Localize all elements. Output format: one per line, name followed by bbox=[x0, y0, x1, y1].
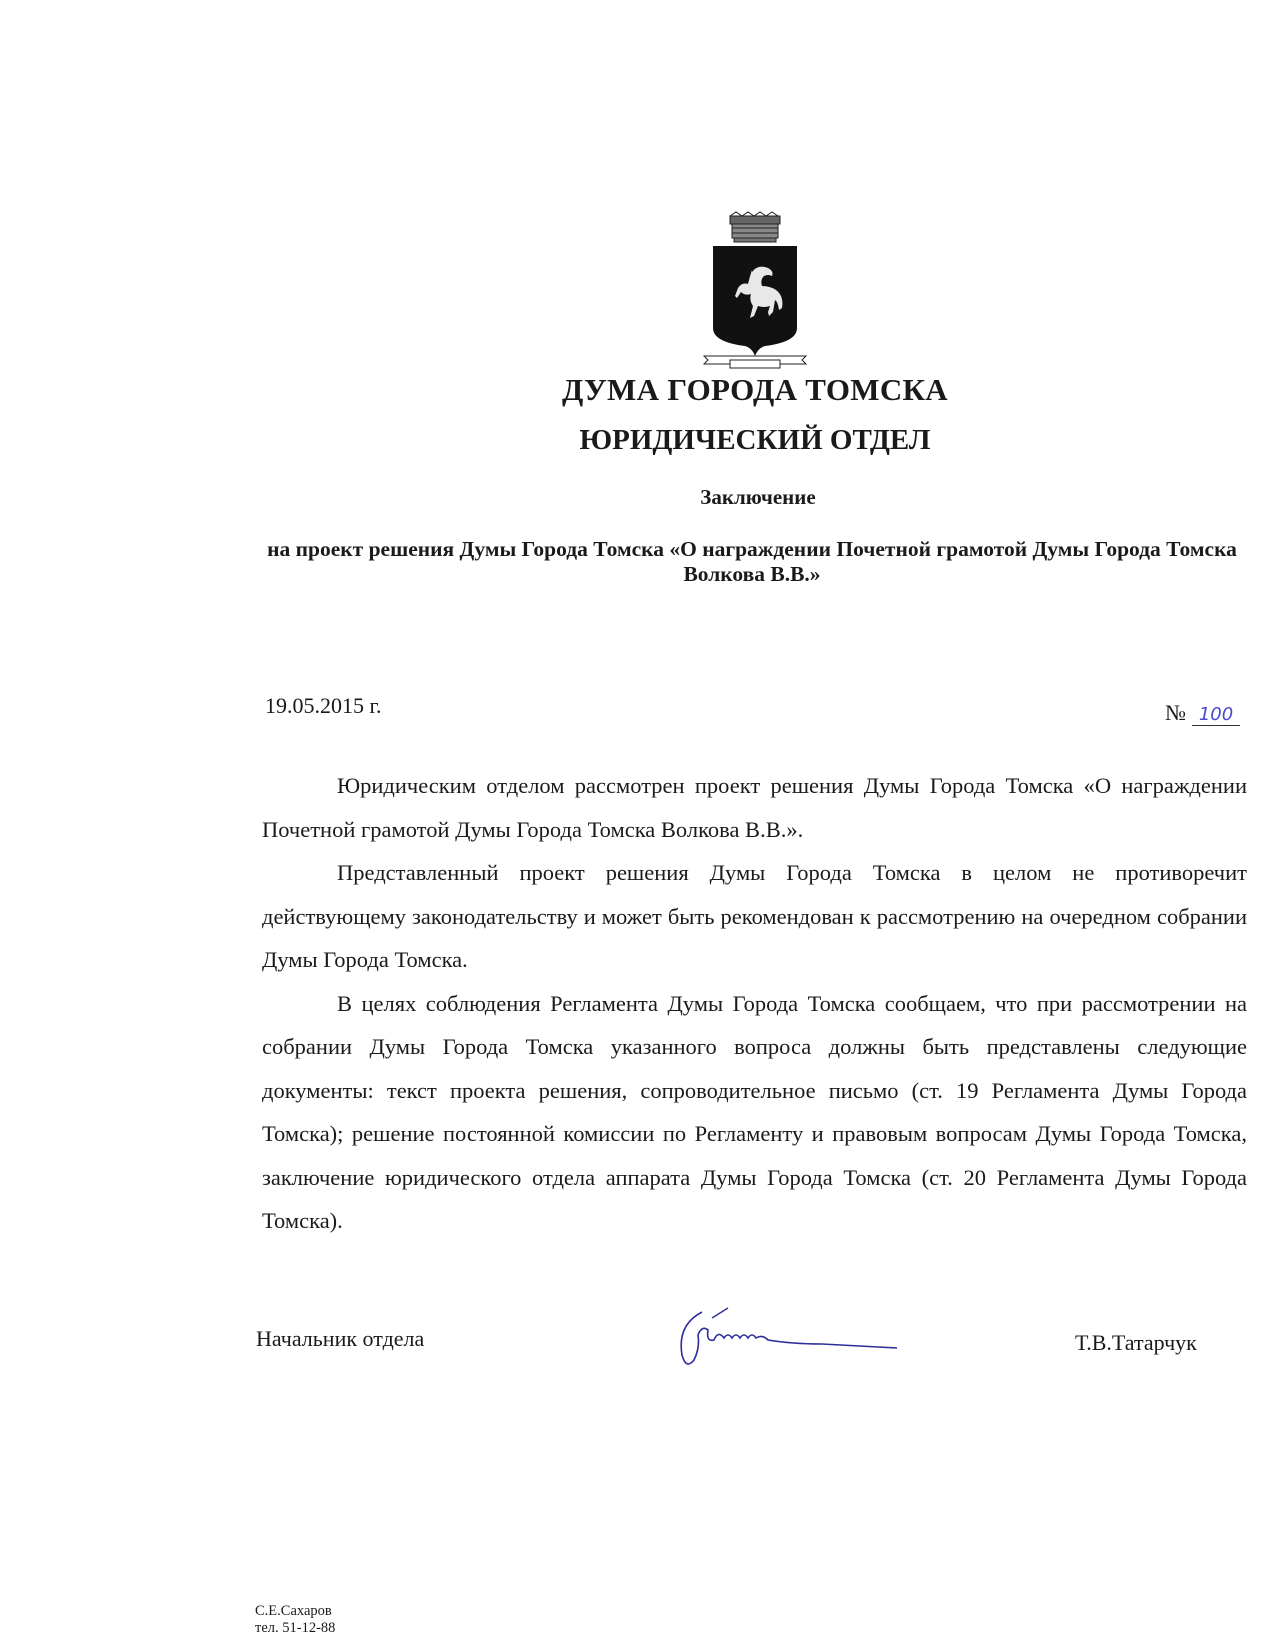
signer-position: Начальник отдела bbox=[256, 1326, 425, 1351]
document-type: Заключение bbox=[700, 485, 816, 509]
document-body bbox=[262, 764, 1247, 1243]
paragraph: Представленный проект решения Думы Города Томска в целом не противоречит действующему законодательству и может быть рекомендован к рассмотрению на очередном собрании Думы Города Томска. bbox=[262, 860, 1247, 972]
organization-title: ДУМА ГОРОДА ТОМСКА bbox=[562, 372, 948, 407]
document-number bbox=[1165, 700, 1240, 726]
executor-phone: тел. 51-12-88 bbox=[255, 1620, 336, 1636]
executor-name: С.Е.Сахаров bbox=[255, 1603, 332, 1619]
signer-name: Т.В.Татарчук bbox=[1075, 1330, 1197, 1355]
document-date: 19.05.2015 г. bbox=[265, 693, 382, 718]
department-title: ЮРИДИЧЕСКИЙ ОТДЕЛ bbox=[579, 424, 931, 456]
number-label: № bbox=[1165, 700, 1186, 725]
paragraph: Юридическим отделом рассмотрен проект решения Думы Города Томска «О награждении Почетной грамотой Думы Города Томска Волкова В.В.». bbox=[262, 773, 1247, 842]
executor-info bbox=[255, 1603, 335, 1637]
handwritten-signature-icon bbox=[672, 1300, 952, 1380]
paragraph: В целях соблюдения Регламента Думы Города Томска сообщаем, что при рассмотрении на собрании Думы Города Томска указанного вопроса должны быть представлены следующие документы: текст проекта решения, сопроводительное письмо (ст. 19 Регламента Думы Города Томска); решение постоянной комиссии по Регламенту и правовым вопросам Думы Города Томска, заключение юридического отдела аппарата Думы Города Томска (ст. 20 Регламента Думы Города Томска). bbox=[262, 990, 1247, 1233]
coat-of-arms-icon bbox=[700, 210, 810, 375]
number-value: 100 bbox=[1192, 704, 1240, 726]
document-subject: на проект решения Думы Города Томска «О награждении Почетной грамотой Думы Города Томска Волкова В.В.» bbox=[267, 537, 1237, 586]
